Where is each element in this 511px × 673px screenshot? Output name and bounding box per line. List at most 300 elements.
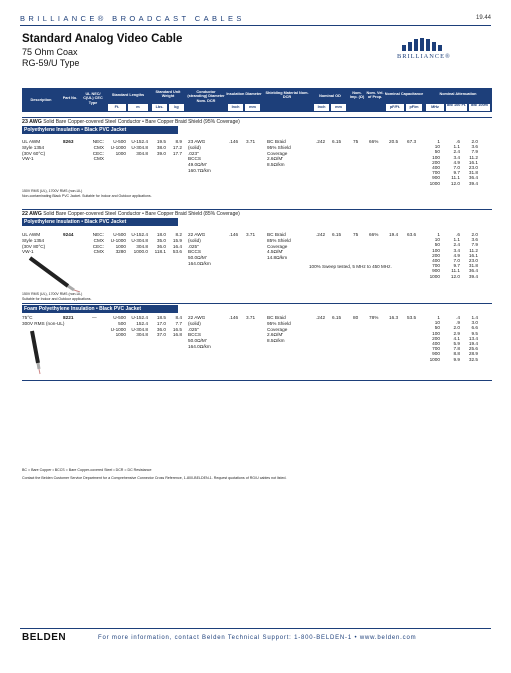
db-ft-value: 7.8: [453, 346, 460, 352]
od-mm: 6.15: [332, 315, 342, 320]
db-m-value: 13.4: [468, 335, 478, 341]
shield-line: BC Braid: [267, 139, 286, 144]
desc-line: 300V RMS (non-UL): [22, 320, 65, 326]
db-ft-value: 4.1: [453, 335, 460, 341]
kg-value: 16.5: [172, 326, 182, 332]
db-ft-value: 2.0: [453, 325, 460, 331]
impedance: 75: [353, 232, 359, 237]
mhz-value: 100: [432, 154, 440, 160]
conductor-line: 49.0Ω/M': [188, 162, 207, 168]
ul-line: CMX: [93, 237, 104, 243]
db-ft-value: 4.9: [453, 252, 460, 258]
footer-contact: For more information, contact Belden Technical Support: 1-800-BELDEN-1 • www.belden.com: [98, 635, 417, 641]
section-notes: [22, 292, 91, 301]
desc-line: UL AWM: [22, 139, 41, 144]
mhz-value: 400: [432, 165, 440, 171]
lbs-value: 37.0: [156, 332, 166, 338]
pf-ft: 19.4: [389, 232, 399, 237]
ft-list: [110, 139, 126, 156]
page-title: Standard Analog Video Cable: [22, 33, 183, 45]
shield-line: 85% Shield: [267, 237, 291, 243]
conductor-line: .025": [188, 243, 199, 249]
m-list: [128, 232, 148, 255]
ft-value: U-1000: [110, 326, 126, 332]
mhz-list: [426, 315, 440, 362]
db-m-value: 3.6: [471, 144, 478, 150]
kg-value: 17.7: [172, 150, 182, 156]
lbs-value: 18.5: [156, 315, 166, 320]
mhz-list: [426, 139, 440, 186]
sweep-note: 100% Sweep tested, 5 MHz to 450 MHz.: [309, 264, 392, 269]
col-m: m: [128, 104, 148, 111]
db-m-value: 39.4: [468, 273, 478, 279]
col-ft: Ft.: [108, 104, 126, 111]
desc-line: VW-1: [22, 156, 34, 162]
impedance: 75: [353, 139, 359, 144]
col-nominal-od: Nominal OD: [319, 94, 341, 98]
kg-value: 8.4: [175, 315, 182, 320]
conductor-line: .023": [188, 150, 199, 156]
section-heading: [22, 117, 492, 125]
db-ft-value: 1.1: [453, 237, 460, 243]
col-shielding: Shielding Material Nom. DCR: [265, 91, 309, 100]
shield-line: BC Braid: [267, 232, 286, 237]
shield-line: 2.6Ω/M': [267, 156, 284, 162]
conductor-line: 22 AWG: [188, 315, 206, 320]
lbs-value: 36.0: [156, 243, 166, 249]
col-standard-lengths: Standard Lengths: [111, 93, 145, 97]
db-m-value: 19.4: [468, 341, 478, 347]
section-desc: Solid Bare Copper-covered Steel Conductor • Bare Copper Braid Shield (85% Coverage): [43, 211, 240, 217]
db-ft-value: 11.1: [451, 268, 460, 274]
db-ft-value: 2.4: [453, 242, 460, 248]
col-conductor: Conductor (stranding) Diameter Nom. DCR: [187, 90, 225, 103]
db-ft-value: 11.1: [451, 175, 460, 181]
section-notes: [22, 189, 152, 198]
kg-list: [168, 232, 182, 255]
m-value: U-152.4: [131, 232, 148, 237]
mhz-value: 700: [432, 263, 440, 269]
ul-line: NEC:: [92, 232, 104, 237]
shield-line: BC Braid: [267, 315, 286, 320]
db-m-value: 25.6: [468, 346, 478, 352]
shield-line: 14.8Ω/km: [267, 255, 288, 261]
ft-value: 1000: [115, 150, 126, 156]
ul-list: [92, 315, 97, 321]
kg-value: 53.6: [172, 249, 182, 255]
section-foam: [22, 305, 492, 313]
ins-inch: .146: [229, 139, 239, 144]
mhz-value: 1: [437, 232, 440, 237]
m-value: 304.8: [136, 150, 148, 156]
legend-note: BC = Bare Copper • BCCS = Bare Copper-covered Steel • DCR = DC Resistance: [22, 468, 152, 472]
cable-type: RG-59/U Type: [22, 58, 80, 68]
mhz-value: 10: [434, 237, 440, 243]
col-mhz: MHz: [426, 104, 444, 111]
ul-list: [90, 232, 104, 255]
mhz-value: 200: [432, 159, 440, 165]
brand-bar: BRILLIANCE® BROADCAST CABLES: [20, 14, 245, 23]
db-ft-value: 5.9: [453, 341, 460, 347]
db-m-value: 11.2: [469, 154, 478, 160]
desc-line: VW-1: [22, 249, 34, 255]
page-subtitle: 75 Ohm Coax: [22, 47, 78, 57]
db-m-value: 31.8: [468, 170, 478, 176]
col-od-inch: Inch: [314, 104, 329, 111]
mhz-value: 50: [434, 242, 440, 248]
db-ft-value: 12.0: [450, 180, 460, 186]
db-ft-value: 12.0: [450, 273, 460, 279]
jacket-bar: Polyethylene Insulation • Black PVC Jacket: [22, 126, 178, 134]
col-pfft: pF/Ft.: [386, 104, 404, 111]
od-mm: 6.15: [332, 232, 342, 237]
db-m-value: 16.1: [468, 159, 478, 165]
part-number: 9244: [63, 232, 74, 237]
db-m-list: [462, 139, 478, 186]
db-m-value: 28.9: [468, 351, 478, 357]
db-m-value: 36.4: [468, 175, 478, 181]
db-m-value: 9.5: [471, 330, 478, 336]
shield-line: 8.5Ω/km: [267, 162, 285, 168]
kg-value: 7.7: [175, 320, 182, 326]
shield-list: [267, 139, 291, 168]
ft-list: [110, 315, 126, 338]
mhz-value: 900: [432, 175, 440, 181]
kg-value: 15.9: [172, 237, 182, 243]
ins-mm: 3.71: [246, 315, 256, 320]
mhz-value: 1000: [429, 180, 440, 186]
conductor-line: 160.7Ω/km: [188, 167, 211, 173]
db-m-value: 7.9: [471, 242, 478, 248]
velocity: 66%: [369, 232, 379, 237]
db-m-value: 3.6: [471, 237, 478, 243]
ft-value: U-1000: [110, 144, 126, 150]
db-ft-value: 4.9: [453, 159, 460, 165]
db-ft-value: 7.0: [453, 258, 460, 264]
ft-value: 1000: [115, 332, 126, 338]
db-ft-value: 8.8: [453, 351, 460, 357]
kg-value: 8.2: [175, 232, 182, 237]
desc-line: Style 1354: [22, 237, 45, 243]
db-ft-value: 9.7: [453, 263, 460, 269]
lbs-value: 18.0: [156, 232, 166, 237]
ins-mm: 3.71: [246, 232, 256, 237]
conductor-line: BCCS: [188, 249, 202, 255]
pf-m: 63.6: [407, 232, 417, 237]
lbs-value: 35.0: [156, 237, 166, 243]
ins-mm: 3.71: [246, 139, 256, 144]
contact-note: Contact the Belden Customer Service Department for a Comprehensive Connector Cross Reference, 1-800-BELDEN-1. Request quotations of RG/U cables not listed.: [22, 476, 287, 480]
mhz-value: 400: [432, 258, 440, 264]
lbs-value: 17.0: [156, 320, 166, 326]
conductor-line: 50.0Ω/M': [188, 338, 207, 344]
col-db100m: dB/ 100m: [469, 104, 490, 111]
kg-value: 16.4: [172, 243, 182, 249]
lbs-value: 36.0: [156, 326, 166, 332]
col-od-mm: mm: [331, 104, 346, 111]
kg-list: [168, 139, 182, 156]
conductor-list: [188, 139, 211, 174]
m-value: U-152.4: [131, 139, 148, 144]
ft-value: 3280: [115, 249, 126, 255]
shield-line: Coverage: [267, 243, 288, 249]
table-bottom-rule: [22, 380, 492, 381]
ft-value: 500: [118, 320, 126, 326]
mhz-value: 1000: [429, 273, 440, 279]
db-ft-value: .6: [456, 232, 460, 237]
m-list: [128, 139, 148, 156]
shield-line: 2.6Ω/M': [267, 332, 284, 338]
conductor-line: .025": [188, 326, 199, 332]
ul-line: CMX: [93, 144, 104, 150]
col-nom-vel: Nom. Vel. of Prop.: [366, 91, 384, 100]
col-pfm: pF/m: [406, 104, 422, 111]
col-attenuation: Nominal Attenuation: [439, 92, 477, 96]
section-divider: [22, 303, 492, 304]
col-insulation: Insulation Diameter: [226, 92, 262, 96]
page-number: 19.44: [475, 15, 491, 21]
ul-line: CMX: [93, 156, 104, 162]
od-inch: .242: [316, 232, 326, 237]
m-value: U-152.4: [131, 315, 148, 320]
ft-value: U-1000: [110, 237, 126, 243]
mhz-value: 900: [432, 268, 440, 274]
conductor-line: BCCS: [188, 156, 202, 162]
section-desc: Solid Bare Copper-covered Steel Conductor • Bare Copper Braid Shield (95% Coverage): [43, 119, 240, 125]
brilliance-logo: [397, 38, 451, 60]
desc-line: (30V 60°C): [22, 150, 46, 156]
conductor-line: 50.0Ω/M': [188, 255, 207, 261]
col-db100ft: dB/ 100 Ft.: [446, 104, 467, 111]
mhz-value: 10: [434, 320, 440, 326]
db-m-value: 3.0: [471, 320, 478, 326]
od-inch: .242: [316, 139, 326, 144]
cable-image: [28, 256, 82, 292]
db-ft-value: 3.4: [453, 154, 460, 160]
mhz-value: 100: [432, 247, 440, 253]
db-m-value: 6.6: [471, 325, 478, 331]
product-9244: [22, 232, 492, 292]
ins-inch: .146: [229, 315, 239, 320]
db-ft-value: .4: [456, 315, 460, 320]
jacket-bar: Foam Polyethylene Insulation • Black PVC Jacket: [22, 305, 178, 313]
mhz-value: 200: [432, 252, 440, 258]
kg-value: 8.9: [175, 139, 182, 144]
mhz-value: 700: [432, 346, 440, 352]
db-ft-value: .9: [456, 320, 460, 326]
ft-value: U-500: [113, 232, 126, 237]
col-capacitance: Nominal Capacitance: [384, 92, 424, 96]
mhz-value: 200: [432, 335, 440, 341]
pf-m: 53.5: [407, 315, 417, 320]
conductor-list: [188, 232, 211, 267]
col-ins-inch: Inch: [228, 104, 243, 111]
table-header: [22, 88, 492, 112]
od-mm: 6.15: [332, 139, 342, 144]
conductor-line: 164.0Ω/km: [188, 343, 211, 349]
col-part-no: Part No.: [62, 96, 78, 100]
db-m-value: 36.4: [468, 268, 478, 274]
section-22awg: [22, 209, 492, 226]
ft-value: U-500: [113, 139, 126, 144]
footer-rule: [20, 628, 491, 629]
db-ft-value: 2.4: [453, 149, 460, 155]
shield-line: Coverage: [267, 326, 288, 332]
part-number: 8221: [63, 315, 74, 320]
desc-line: Style 1354: [22, 144, 45, 150]
cable-image: [26, 329, 46, 375]
ul-line: —: [92, 315, 97, 320]
m-value: U-304.8: [131, 237, 148, 243]
db-ft-value: 3.4: [453, 247, 460, 253]
kg-list: [168, 315, 182, 338]
db-m-value: 11.2: [469, 247, 478, 253]
ft-value: 1000: [115, 243, 126, 249]
note-line: 150V RMS (UL), 1700V RMS (non-UL): [22, 189, 83, 193]
impedance: 80: [353, 315, 359, 320]
logo-text: BRILLIANCE®: [397, 53, 451, 60]
desc-list: [22, 315, 64, 327]
mhz-value: 10: [434, 144, 440, 150]
m-list: [128, 315, 148, 338]
pf-ft: 16.3: [389, 315, 399, 320]
ft-value: U-500: [113, 315, 126, 320]
od-inch: .242: [316, 315, 326, 320]
db-m-value: 1.4: [471, 315, 478, 320]
velocity: 78%: [369, 315, 379, 320]
product-8263: [22, 139, 492, 187]
logo-bars-icon: [397, 38, 447, 51]
conductor-line: (solid): [188, 144, 201, 150]
m-value: 152.4: [136, 320, 148, 326]
db-m-value: 32.5: [468, 356, 478, 362]
db-m-value: 23.0: [468, 258, 478, 264]
db-m-value: 31.8: [468, 263, 478, 269]
shield-line: 95% Shield: [267, 320, 291, 326]
db-ft-list: [444, 232, 460, 279]
mhz-value: 50: [434, 149, 440, 155]
col-ins-mm: mm: [245, 104, 260, 111]
note-line: Non-contaminating Black PVC Jacket. Suitable for Indoor and Outdoor applications.: [22, 193, 152, 198]
conductor-list: [188, 315, 211, 350]
ul-line: CMX: [93, 249, 104, 255]
shield-list: [267, 232, 291, 261]
ins-inch: .146: [229, 232, 239, 237]
conductor-line: BCCS: [188, 332, 202, 338]
db-ft-value: 9.7: [453, 170, 460, 176]
lbs-value: 39.0: [156, 150, 166, 156]
mhz-value: 50: [434, 325, 440, 331]
mhz-list: [426, 232, 440, 279]
db-ft-list: [444, 315, 460, 362]
top-rule: [20, 25, 491, 26]
m-value: U-304.8: [131, 144, 148, 150]
db-m-value: 23.0: [468, 165, 478, 171]
mhz-value: 400: [432, 341, 440, 347]
lbs-list: [152, 139, 166, 156]
belden-logo: BELDEN: [22, 632, 67, 643]
shield-list: [267, 315, 291, 344]
note-line: Suitable for Indoor and Outdoor applications.: [22, 296, 92, 301]
ul-line: NEC:: [92, 139, 104, 144]
db-m-value: 16.1: [468, 252, 478, 258]
col-description: Description: [30, 98, 52, 102]
db-ft-value: 7.0: [453, 165, 460, 171]
section-23awg: [22, 117, 492, 134]
conductor-line: (solid): [188, 320, 201, 326]
desc-line: UL AWM: [22, 232, 41, 237]
db-m-list: [462, 232, 478, 279]
col-nom-imp: Nom. Imp. (Ω): [349, 91, 365, 100]
shield-line: 95% Shield: [267, 144, 291, 150]
mhz-value: 1: [437, 139, 440, 144]
shield-line: Coverage: [267, 150, 288, 156]
product-8221: [22, 315, 492, 375]
db-ft-value: .6: [456, 139, 460, 144]
conductor-line: 164.0Ω/km: [188, 260, 211, 266]
lbs-value: 19.5: [156, 139, 166, 144]
jacket-bar: Polyethylene Insulation • Black PVC Jacket: [22, 218, 178, 226]
db-ft-value: 1.1: [453, 144, 460, 150]
awg-label: 22 AWG: [22, 211, 42, 217]
conductor-line: 23 AWG: [188, 139, 206, 144]
db-m-value: 7.9: [471, 149, 478, 155]
desc-list: [22, 232, 45, 255]
lbs-value: 38.0: [156, 144, 166, 150]
m-value: 304.8: [136, 243, 148, 249]
shield-line: 8.5Ω/km: [267, 338, 285, 344]
db-m-value: 39.4: [468, 180, 478, 186]
db-ft-list: [444, 139, 460, 186]
db-ft-value: 2.9: [453, 330, 460, 336]
kg-value: 17.2: [172, 144, 182, 150]
db-m-value: 2.0: [471, 139, 478, 144]
mhz-value: 1000: [429, 356, 440, 362]
note-line: 150V RMS (UL), 1700V RMS (non-UL): [22, 292, 83, 296]
col-kg: kg: [169, 104, 184, 111]
db-m-value: 2.0: [471, 232, 478, 237]
pf-ft: 20.5: [389, 139, 399, 144]
db-ft-value: 9.9: [453, 356, 460, 362]
col-unit-weight: Standard Unit Weight: [155, 90, 181, 99]
conductor-line: (solid): [188, 237, 201, 243]
mhz-value: 1: [437, 315, 440, 320]
ft-list: [110, 232, 126, 255]
pf-m: 67.3: [407, 139, 417, 144]
col-lbs: Lbs.: [152, 104, 167, 111]
ul-line: CEC:: [92, 150, 104, 156]
lbs-value: 118.1: [154, 249, 166, 255]
ul-list: [90, 139, 104, 162]
part-number: 8263: [63, 139, 74, 144]
mhz-value: 700: [432, 170, 440, 176]
section-heading: [22, 209, 492, 217]
m-value: U-304.8: [131, 326, 148, 332]
mhz-value: 900: [432, 351, 440, 357]
desc-list: [22, 139, 45, 162]
db-m-list: [462, 315, 478, 362]
shield-line: 4.5Ω/M': [267, 249, 284, 255]
conductor-line: 22 AWG: [188, 232, 206, 237]
desc-line: (30V 80°C): [22, 243, 46, 249]
velocity: 66%: [369, 139, 379, 144]
lbs-list: [152, 315, 166, 338]
ul-line: CEC:: [92, 243, 104, 249]
mhz-value: 100: [432, 330, 440, 336]
m-value: 304.8: [136, 332, 148, 338]
kg-value: 16.8: [172, 332, 182, 338]
m-value: 1000.0: [133, 249, 148, 255]
